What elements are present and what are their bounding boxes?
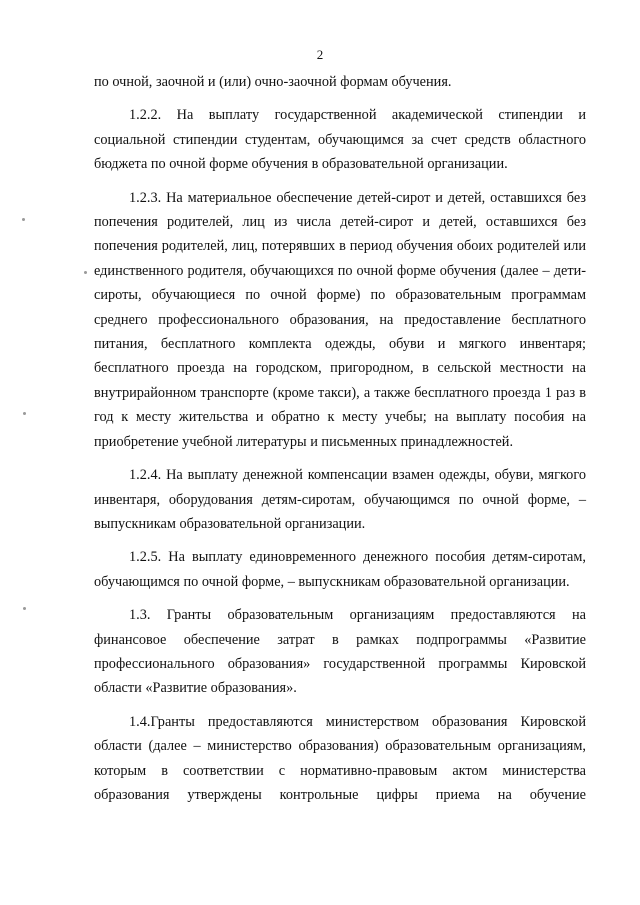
scan-speck (22, 218, 25, 221)
page-number: 2 (316, 47, 324, 62)
scan-speck (84, 271, 87, 274)
scan-speck (23, 607, 26, 610)
paragraph-1-2-4: 1.2.4. На выплату денежной компенсации взамен одежды, обуви, мягкого инвентаря, оборудования детям-сиротам, обучающимся по очной форме, – выпускникам образовательной организации. (94, 467, 586, 532)
paragraph-1-2-3: 1.2.3. На материальное обеспечение детей-сирот и детей, оставшихся без попечения родителей, лиц из числа детей-сирот и детей, оставшихся без попечения родителей, лиц, потерявших в период обучения обоих родителей или единственного родителя, обучающихся по очной форме обучения (далее – дети-сироты, обучающиеся по очной форме) по образовательным программам среднего профессионального образования, на предоставление бесплатного питания, бесплатного комплекта одежды, обуви и мягкого инвентаря; бесплатного проезда на городском, пригородном, в сельской местности на внутрирайонном транспорте (кроме такси), а также бесплатного проезда 1 раз в год к месту жительства и обратно к месту учебы; на выплату пособия на приобретение учебной литературы и письменных принадлежностей. (94, 189, 586, 450)
paragraph-1-4: 1.4.Гранты предоставляются министерством образования Кировской области (далее – министерство образования) образовательным организациям, которым в соответствии с нормативно-правовым актом министерства образования утверждены контрольные цифры приема на обучение (94, 713, 586, 803)
paragraph-continuation: по очной, заочной и (или) очно-заочной формам обучения. (94, 74, 452, 90)
document-body (94, 70, 586, 816)
scan-speck (23, 412, 26, 415)
paragraph-1-3: 1.3. Гранты образовательным организациям предоставляются на финансовое обеспечение затрат в рамках подпрограммы «Развитие профессионального образования» государственной программы Кировской области «Развитие образования». (94, 607, 586, 697)
paragraph-1-2-2: 1.2.2. На выплату государственной академической стипендии и социальной стипендии студентам, обучающимся за счет средств областного бюджета по очной форме обучения в образовательной организации. (94, 107, 586, 173)
paragraph-1-2-5: 1.2.5. На выплату единовременного денежного пособия детям-сиротам, обучающимся по очной форме, – выпускникам образовательной организации. (94, 549, 586, 590)
